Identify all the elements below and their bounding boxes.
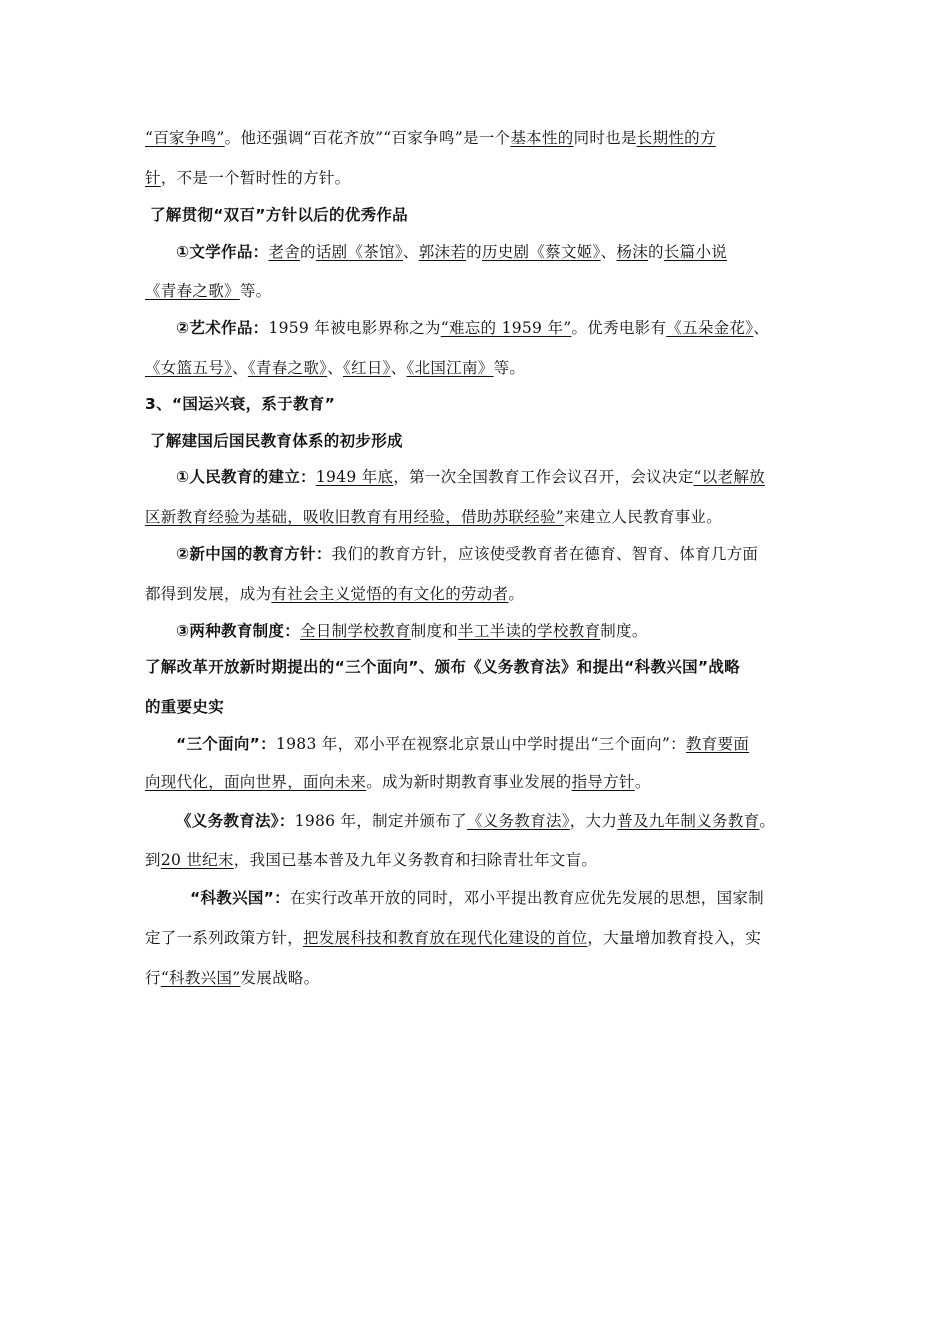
bold-text-segment: 了解建国后国民教育体系的初步形成 xyxy=(150,432,403,450)
underlined-text-segment: 《青春之歌》 xyxy=(145,282,240,300)
text-segment: ，第一次全国教育工作会议召开，会议决定 xyxy=(393,468,694,486)
underlined-text-segment: 《红日》 xyxy=(343,359,391,377)
underlined-text-segment: “以老解放 xyxy=(693,468,765,486)
text-segment: 发展战略。 xyxy=(240,969,320,987)
text-line xyxy=(145,507,722,527)
text-line xyxy=(145,772,651,792)
underlined-text-segment: “百家争鸣” xyxy=(145,129,225,147)
underlined-text-segment: 杨沫 xyxy=(616,243,649,261)
text-segment: 。 xyxy=(759,812,776,830)
text-segment: 等。 xyxy=(493,359,526,377)
underlined-text-segment: “难忘的 1959 年” xyxy=(440,319,572,337)
text-segment: 。优秀电影有 xyxy=(571,319,667,337)
underlined-text-segment: 基本性的 xyxy=(510,129,574,147)
bold-text-segment: ②新中国的教育方针： xyxy=(176,545,332,563)
text-line xyxy=(176,467,765,487)
text-segment: 、 xyxy=(232,359,248,377)
text-line xyxy=(145,168,350,188)
text-segment: 到 xyxy=(145,851,161,869)
underlined-text-segment: 《女篮五号》 xyxy=(145,359,233,377)
underlined-text-segment: 老舍 xyxy=(268,243,301,261)
text-segment: 1959 年被电影界称之为 xyxy=(268,319,441,337)
bold-text-segment: 了解改革开放新时期提出的“三个面向”、颁布《义务教育法》和提出“科教兴国”战略 xyxy=(145,658,740,676)
underlined-text-segment: 指导方针 xyxy=(571,773,635,791)
text-segment: ，大力 xyxy=(569,812,618,830)
bold-text-segment: “三个面向”： xyxy=(176,735,276,753)
text-line xyxy=(145,968,319,988)
underlined-text-segment: 郭沫若 xyxy=(418,243,467,261)
text-segment: 1986 年，制定并颁布了 xyxy=(294,812,467,830)
underlined-text-segment: 20 世纪末 xyxy=(160,851,234,869)
text-segment: 、 xyxy=(402,243,419,261)
text-segment: 的 xyxy=(466,243,482,261)
text-line xyxy=(145,584,524,604)
text-line xyxy=(176,544,758,564)
text-segment: 制度和 xyxy=(410,622,459,640)
text-segment: 。 xyxy=(508,585,525,603)
text-segment: ，不是一个暂时性的方针。 xyxy=(160,169,351,187)
text-segment: 、 xyxy=(753,319,770,337)
text-line xyxy=(145,128,716,148)
bold-text-segment: “科教兴国”： xyxy=(190,889,290,907)
text-line xyxy=(176,734,749,754)
text-segment: 、 xyxy=(390,359,407,377)
underlined-text-segment: 区新教育经验为基础，吸收旧教育有用经验，借助苏联经验” xyxy=(145,508,565,526)
underlined-text-segment: 半工半读的学校教育 xyxy=(458,622,601,640)
text-segment: 。成为新时期教育事业发展的 xyxy=(366,773,572,791)
section-heading xyxy=(145,697,224,717)
text-segment: 同时也是 xyxy=(573,129,637,147)
underlined-text-segment: 《北国江南》 xyxy=(406,359,494,377)
text-line xyxy=(176,242,727,262)
text-segment: 行 xyxy=(145,969,161,987)
text-line xyxy=(176,621,648,641)
bold-text-segment: 的重要史实 xyxy=(145,698,225,716)
bold-text-segment: 了解贯彻“双百”方针以后的优秀作品 xyxy=(150,206,408,224)
underlined-text-segment: 1949 年底 xyxy=(315,468,394,486)
underlined-text-segment: 把发展科技和教育放在现代化建设的首位 xyxy=(303,929,588,947)
section-heading xyxy=(145,394,335,414)
text-segment: 制度。 xyxy=(600,622,648,640)
bold-text-segment: 《义务教育法》： xyxy=(176,812,295,830)
bold-text-segment: 3、“国运兴衰，系于教育” xyxy=(145,395,336,413)
bold-text-segment: ①人民教育的建立： xyxy=(176,468,316,486)
underlined-text-segment: 《青春之歌》 xyxy=(247,359,328,377)
text-segment: 定了一系列政策方针， xyxy=(145,929,304,947)
text-segment: 都得到发展，成为 xyxy=(145,585,272,603)
text-line xyxy=(176,811,775,831)
bold-text-segment: ②艺术作品： xyxy=(176,319,269,337)
underlined-text-segment: 全日制学校教育 xyxy=(300,622,411,640)
text-line xyxy=(145,850,597,870)
underlined-text-segment: 长期性的方 xyxy=(636,129,716,147)
underlined-text-segment: 有社会主义觉悟的有文化的劳动者 xyxy=(271,585,509,603)
bold-text-segment: ③两种教育制度： xyxy=(176,622,301,640)
text-segment: 来建立人民教育事业。 xyxy=(564,508,723,526)
text-line xyxy=(176,318,769,338)
text-segment: 我们的教育方针，应该使受教育者在德育、智育、体育几方面 xyxy=(331,545,759,563)
underlined-text-segment: 长篇小说 xyxy=(663,243,728,261)
text-segment: 等。 xyxy=(239,282,272,300)
underlined-text-segment: 向现代化，面向世界，面向未来 xyxy=(145,773,367,791)
underlined-text-segment: 《五朵金花》 xyxy=(666,319,754,337)
underlined-text-segment: 普及九年制义务教育 xyxy=(617,812,760,830)
text-segment: 的 xyxy=(648,243,664,261)
section-heading xyxy=(150,431,403,451)
text-line xyxy=(145,281,271,301)
underlined-text-segment: 针 xyxy=(145,169,161,187)
text-segment: ，大量增加教育投入，实 xyxy=(587,929,762,947)
text-segment: ，我国已基本普及九年义务教育和扫除青壮年文盲。 xyxy=(233,851,598,869)
text-segment: 、 xyxy=(600,243,617,261)
underlined-text-segment: 历史剧《蔡文姬》 xyxy=(481,243,601,261)
underlined-text-segment: “科教兴国” xyxy=(160,969,241,987)
text-segment: 、 xyxy=(327,359,343,377)
text-segment: 的 xyxy=(300,243,316,261)
text-line xyxy=(190,888,764,908)
underlined-text-segment: 《义务教育法》 xyxy=(466,812,570,830)
text-segment: 1983 年，邓小平在视察北京景山中学时提出“三个面向”： xyxy=(275,735,686,753)
text-segment: 在实行改革开放的同时，邓小平提出教育应优先发展的思想，国家制 xyxy=(289,889,764,907)
text-line xyxy=(145,928,761,948)
bold-text-segment: ①文学作品： xyxy=(176,243,269,261)
text-line xyxy=(145,358,525,378)
underlined-text-segment: 教育要面 xyxy=(685,735,750,753)
text-segment: 。他还强调“百花齐放”“百家争鸣”是一个 xyxy=(224,129,511,147)
section-heading xyxy=(145,657,740,677)
text-segment: 。 xyxy=(634,773,651,791)
section-heading xyxy=(150,205,408,225)
underlined-text-segment: 话剧《茶馆》 xyxy=(315,243,403,261)
